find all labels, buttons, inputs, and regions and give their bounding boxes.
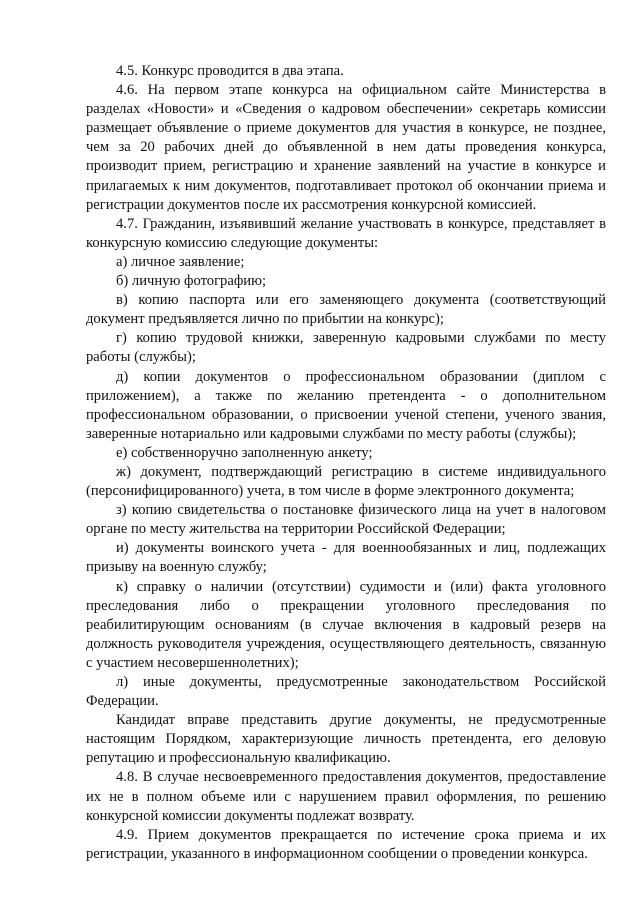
list-item-b: б) личную фотографию; (116, 273, 267, 290)
list-item-i: и) документы воинского учета - для военнообязанных и лиц, подлежащих призыву на военную службу; (86, 540, 606, 576)
paragraph-4-9: 4.9. Прием документов прекращается по истечение срока приема и их регистрации, указанного в информационном сообщении о проведении конкурса. (86, 826, 606, 862)
list-item-g: г) копию трудовой книжки, заверенную кадровыми службами по месту работы (службы); (86, 330, 606, 366)
paragraph-4-7: 4.7. Гражданин, изъявивший желание участвовать в конкурсе, представляет в конкурсную комиссию следующие документы: (86, 215, 606, 251)
list-item-zh: ж) документ, подтверждающий регистрацию в системе индивидуального (персонифицированного) учета, в том числе в форме электронного документа; (86, 463, 606, 500)
list-item-k: к) справку о наличии (отсутствии) судимости и (или) факта уголовного преследования либо о прекращении уголовного преследования по реабилитирующим основаниям (в случае включения в кадровый резерв на должность руководителя учреждения, осуществляющего деятельность, связанную с участием несовершеннолетних); (86, 578, 606, 671)
list-item-l: л) иные документы, предусмотренные законодательством Российской Федерации. (86, 674, 606, 710)
paragraph-4-5: 4.5. Конкурс проводится в два этапа. (116, 63, 344, 79)
list-item-d: д) копии документов о профессиональном образовании (диплом с приложением), а также по желанию претендента - о дополнительном профессиональном образовании, о присвоении ученой степени, ученого звания, заверенные нотариально или кадровыми службами по месту работы (службы); (86, 368, 606, 442)
candidate-paragraph: Кандидат вправе представить другие документы, не предусмотренные настоящим Порядком, характеризующие личность претендента, его деловую репутацию и профессиональную квалификацию. (86, 712, 606, 767)
list-item-e: е) собственноручно заполненную анкету; (116, 444, 373, 461)
paragraph-4-8: 4.8. В случае несвоевременного предоставления документов, предоставление их не в полном объеме или с нарушением правил оформления, по решению конкурсной комиссии документы подлежат возврату. (86, 769, 606, 824)
document-body (86, 62, 606, 864)
paragraph-4-6: 4.6. На первом этапе конкурса на официальном сайте Министерства в разделах «Новости» и «Сведения о кадровом обеспечении» секретарь комиссии размещает объявление о приеме документов для участия в конкурсе, не позднее, чем за 20 рабочих дней до объявленной в нем даты проведения конкурса, производит прием, регистрацию и хранение заявлений на участие в конкурсе и прилагаемых к ним документов, подготавливает протокол об окончании приема и регистрации документов после их рассмотрения конкурсной комиссией. (86, 82, 606, 213)
list-item-z: з) копию свидетельства о постановке физического лица на учет в налоговом органе по месту жительства на территории Российской Федерации; (86, 502, 606, 538)
list-item-a: а) личное заявление; (116, 253, 245, 270)
list-item-v: в) копию паспорта или его заменяющего документа (соответствующий документ предъявляется лично по прибытии на конкурс); (86, 292, 606, 328)
